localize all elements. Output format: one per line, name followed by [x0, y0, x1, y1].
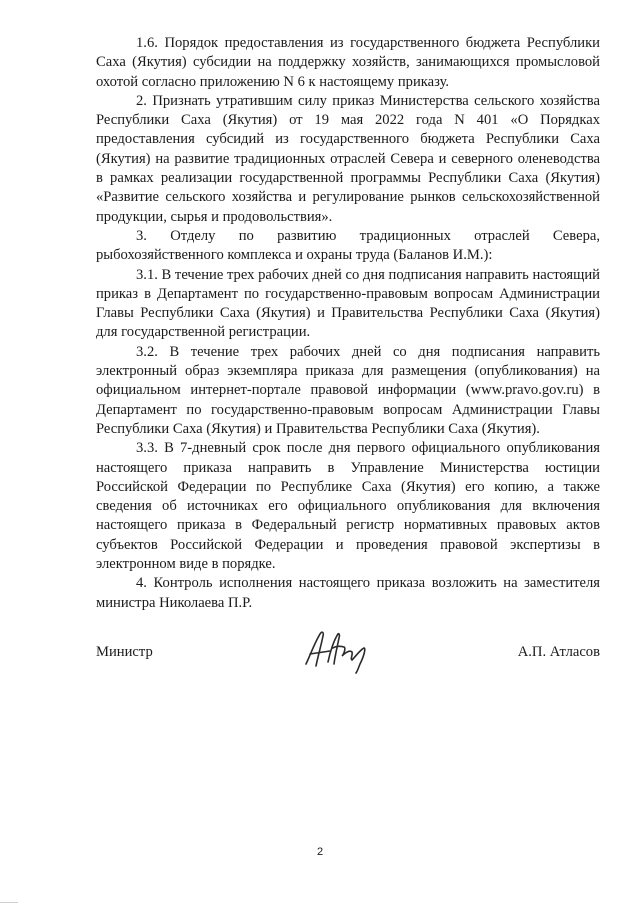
signatory-title: Министр: [96, 644, 153, 660]
signatory-name: А.П. Атласов: [517, 644, 600, 660]
page-number: 2: [316, 846, 324, 858]
paragraph-1-6: 1.6. Порядок предоставления из государственного бюджета Республики Саха (Якутия) субсидии на поддержку хозяйств, занимающихся промысловой охотой согласно приложению N 6 к настоящему приказу.: [96, 35, 600, 90]
paragraph-2: 2. Признать утратившим силу приказ Министерства сельского хозяйства Республики Саха (Якутия) от 19 мая 2022 года N 401 «О Порядках предоставления субсидий из государственного бюджета Республики Саха (Якутия) на развитие традиционных отраслей Севера и северного оленеводства в рамках реализации государственной программы Республики Саха (Якутия) «Развитие сельского хозяйства и регулирование рынков сельскохозяйственной продукции, сырья и продовольствия».: [96, 92, 600, 225]
paragraph-3-1: 3.1. В течение трех рабочих дней со дня подписания направить настоящий приказ в Департамент по государственно-правовым вопросам Администрации Главы Республики Саха (Якутия) и Правительства Республики Саха (Якутия) для государственной регистрации.: [96, 266, 600, 341]
signature-block: [96, 626, 600, 676]
paragraph-3: 3. Отделу по развитию традиционных отраслей Севера, рыбохозяйственного комплекса и охраны труда (Баланов И.М.):: [96, 227, 600, 264]
paragraph-3-3: 3.3. В 7-дневный срок после дня первого официального опубликования настоящего приказа направить в Управление Министерства юстиции Российской Федерации по Республике Саха (Якутия) его копию, а также сведения об источниках его официального опубликования для включения настоящего приказа в Федеральный регистр нормативных правовых актов субъектов Российской Федерации и проведения правовой экспертизы в электронном виде в порядке.: [96, 440, 600, 573]
scan-edge-mark: [0, 902, 18, 903]
document-body: [96, 34, 600, 613]
paragraph-4: 4. Контроль исполнения настоящего приказа возложить на заместителя министра Николаева П.Р.: [96, 575, 600, 611]
paragraph-3-2: 3.2. В течение трех рабочих дней со дня подписания направить электронный образ экземпляра приказа для размещения (опубликования) на официальном интернет-портале правовой информации (www.pravo.gov.ru) в Департамент по государственно-правовым вопросам Администрации Главы Республики Саха (Якутия) и Правительства Республики Саха (Якутия).: [96, 343, 600, 437]
handwritten-signature-icon: [300, 626, 374, 674]
